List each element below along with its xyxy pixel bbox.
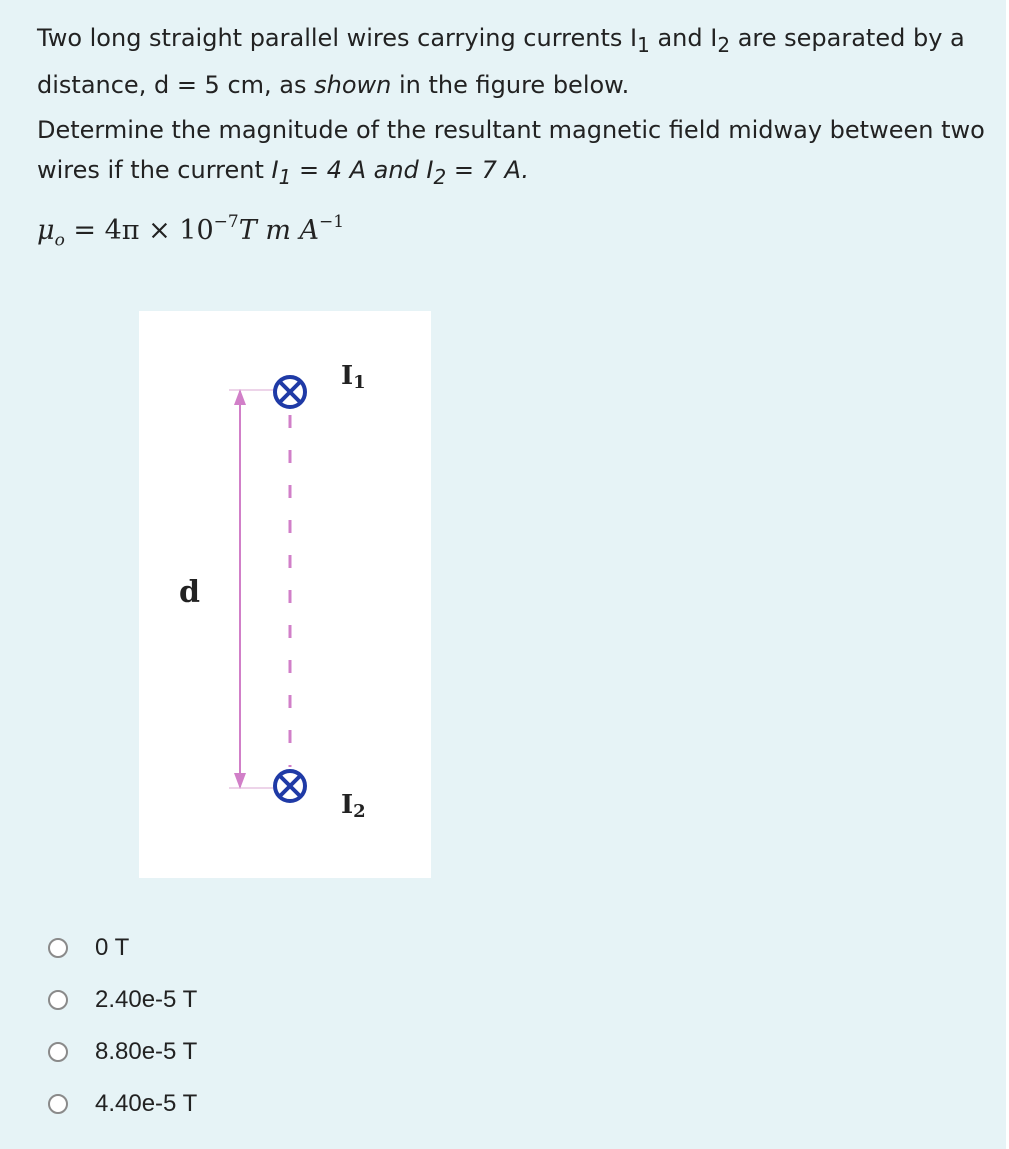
label-distance: d — [179, 575, 200, 610]
text-run: = 7 A. — [446, 156, 529, 184]
question-paragraph-1 — [37, 18, 987, 105]
wire-1-into-page-icon — [275, 377, 305, 407]
emphasis-text: shown — [314, 70, 392, 99]
wires-diagram — [139, 311, 431, 878]
text-run: Two long straight parallel wires carrying currents I — [37, 24, 638, 52]
exponent: −1 — [319, 212, 345, 232]
formula-units: T m A — [238, 215, 320, 246]
text-run: = 4 A and I — [291, 156, 434, 184]
option-label[interactable]: 4.40e-5 T — [95, 1090, 198, 1117]
wires-figure — [139, 311, 431, 878]
option-label[interactable]: 0 T — [95, 934, 130, 961]
formula-text: = 4π × 10 — [64, 215, 214, 246]
answer-option[interactable] — [48, 974, 197, 1026]
label-i1: I1 — [341, 361, 366, 393]
answer-options — [48, 922, 197, 1130]
subscript: o — [54, 230, 65, 251]
mu-symbol: μ — [37, 215, 55, 246]
subscript: 1 — [637, 32, 650, 57]
arrow-head-down-icon — [234, 773, 246, 789]
subscript: 2 — [717, 32, 731, 57]
exponent: −7 — [213, 212, 239, 232]
subscript: 1 — [278, 164, 292, 189]
label-i2: I2 — [341, 790, 366, 822]
current-values — [271, 156, 529, 189]
text-run: are separated by a distance, d = 5 cm, as — [37, 24, 965, 99]
arrow-head-up-icon — [234, 389, 246, 405]
subscript: 2 — [433, 164, 447, 189]
text-run: and I — [649, 24, 718, 52]
answer-option[interactable] — [48, 922, 197, 974]
radio-button[interactable] — [48, 938, 68, 958]
permeability-formula — [37, 202, 344, 262]
wire-2-into-page-icon — [275, 771, 305, 801]
radio-button[interactable] — [48, 1042, 68, 1062]
text-run: in the figure below. — [391, 70, 630, 99]
option-label[interactable]: 2.40e-5 T — [95, 986, 198, 1013]
radio-button[interactable] — [48, 990, 68, 1010]
radio-button[interactable] — [48, 1094, 68, 1114]
answer-option[interactable] — [48, 1078, 197, 1130]
question-paragraph-2 — [37, 110, 987, 197]
option-label[interactable]: 8.80e-5 T — [95, 1038, 198, 1065]
answer-option[interactable] — [48, 1026, 197, 1078]
text-run: I — [271, 156, 279, 184]
text-run: Determine the magnitude of the resultant magnetic field midway between two wires if the current — [37, 116, 985, 184]
